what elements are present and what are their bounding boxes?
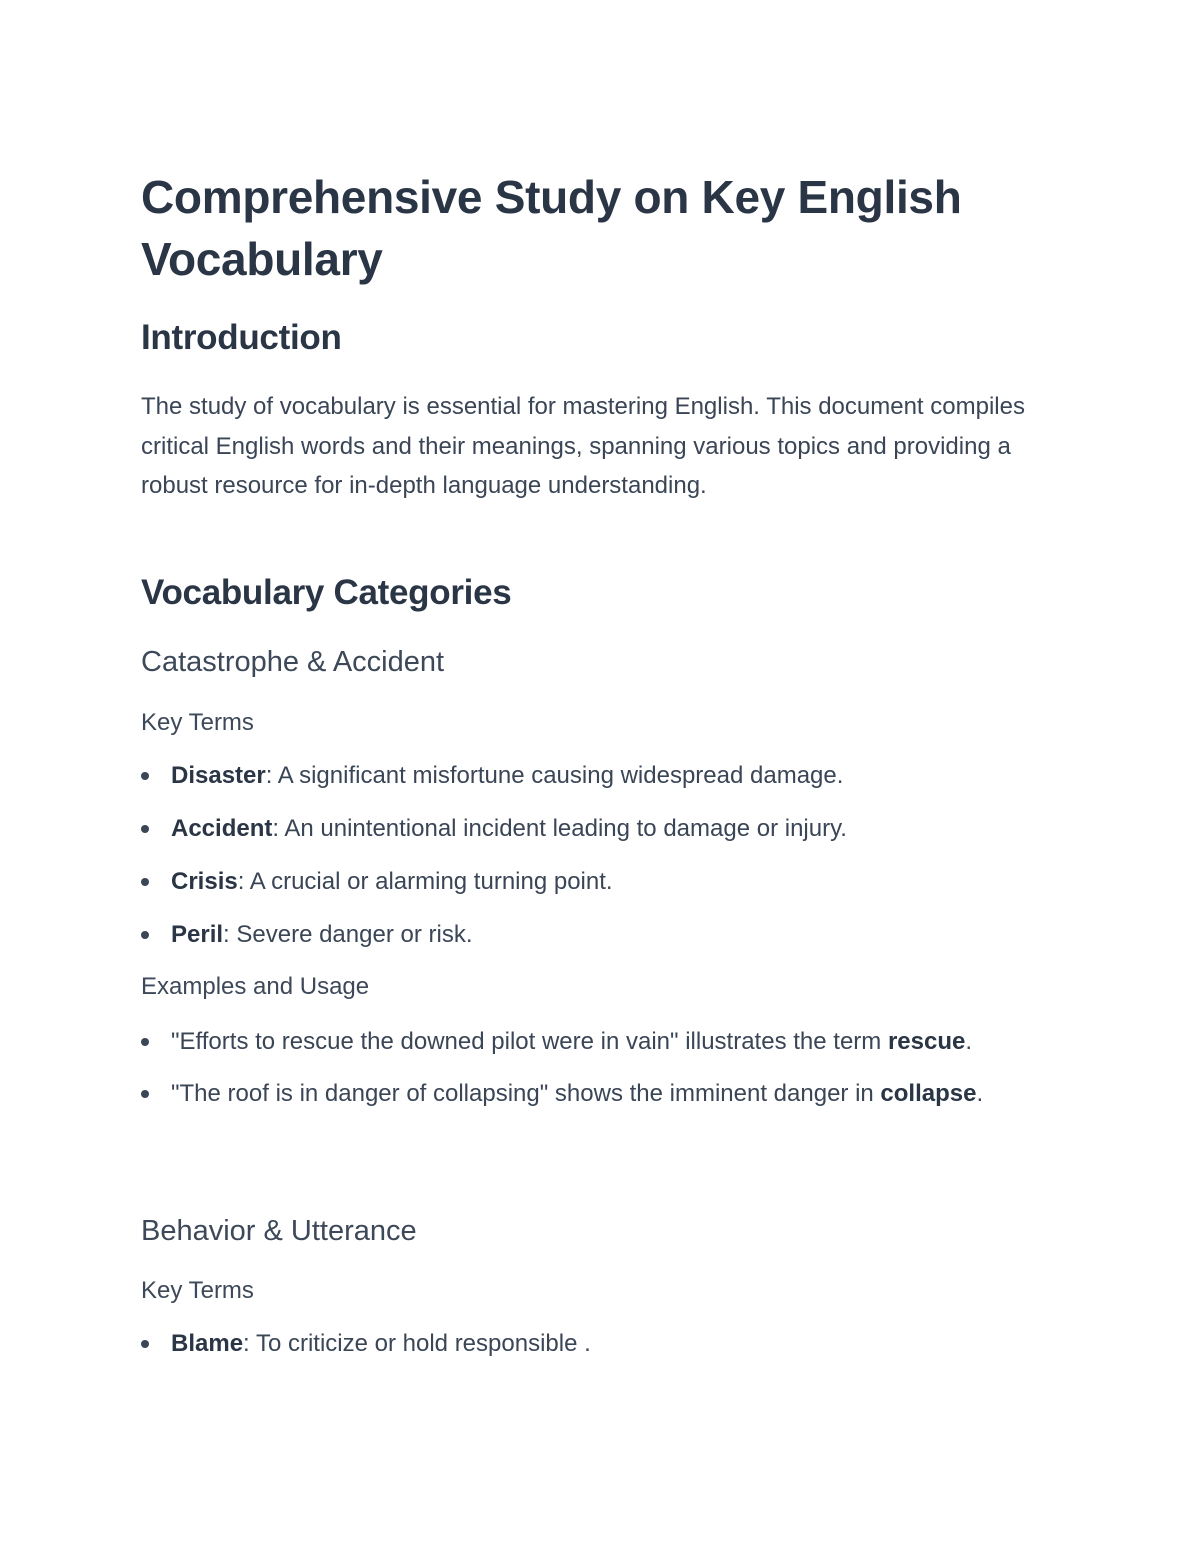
catastrophe-terms-list	[141, 756, 1046, 955]
term-definition: To criticize or hold responsible .	[249, 1330, 591, 1357]
term-separator: :	[265, 762, 273, 789]
bullet-icon	[141, 931, 149, 939]
introduction-paragraph: The study of vocabulary is essential for mastering English. This document compiles critical English words and their meanings, spanning various topics and providing a robust resource for in-depth language understanding.	[141, 393, 1025, 499]
bullet-icon	[141, 1038, 149, 1046]
list-item	[141, 862, 1046, 902]
example-text: "Efforts to rescue the downed pilot were in vain" illustrates the term	[171, 1028, 888, 1055]
example-text: "The roof is in danger of collapsing" shows the imminent danger in	[171, 1080, 881, 1107]
term-label: Disaster	[171, 762, 266, 789]
examples-usage-heading: Examples and Usage	[141, 973, 370, 1000]
list-item	[141, 809, 1046, 849]
example-word: collapse	[880, 1080, 977, 1107]
bullet-icon	[141, 1090, 149, 1098]
term-separator: :	[243, 1330, 250, 1357]
vocabulary-categories-heading: Vocabulary Categories	[141, 573, 512, 612]
behavior-key-terms-heading: Key Terms	[141, 1277, 254, 1304]
example-end: .	[976, 1080, 984, 1107]
introduction-heading: Introduction	[141, 318, 342, 357]
term-definition: A significant misfortune causing widespread damage.	[272, 762, 844, 789]
bullet-icon	[141, 878, 149, 886]
term-label: Blame	[171, 1330, 244, 1357]
bullet-icon	[141, 1340, 149, 1348]
document-title: Comprehensive Study on Key English Vocabulary	[141, 171, 962, 285]
bullet-icon	[141, 825, 149, 833]
term-definition: An unintentional incident leading to damage or injury.	[279, 815, 847, 842]
example-word: rescue	[887, 1028, 966, 1055]
list-item	[141, 915, 1046, 955]
list-item	[141, 1022, 1046, 1062]
catastrophe-key-terms-heading: Key Terms	[141, 709, 254, 736]
bullet-icon	[141, 772, 149, 780]
examples-list	[141, 1022, 1046, 1114]
term-definition: Severe danger or risk.	[229, 921, 473, 948]
catastrophe-accident-heading: Catastrophe & Accident	[141, 646, 445, 678]
behavior-terms-list	[141, 1324, 1046, 1364]
behavior-utterance-heading: Behavior & Utterance	[141, 1215, 417, 1247]
list-item	[141, 1074, 1046, 1114]
example-end: .	[965, 1028, 973, 1055]
term-separator: :	[272, 815, 280, 842]
term-separator: :	[223, 921, 230, 948]
term-separator: :	[237, 868, 245, 895]
term-label: Peril	[171, 921, 224, 948]
term-label: Accident	[171, 815, 273, 842]
list-item	[141, 756, 1046, 796]
list-item	[141, 1324, 1046, 1364]
term-label: Crisis	[171, 868, 238, 895]
term-definition: A crucial or alarming turning point.	[244, 868, 613, 895]
